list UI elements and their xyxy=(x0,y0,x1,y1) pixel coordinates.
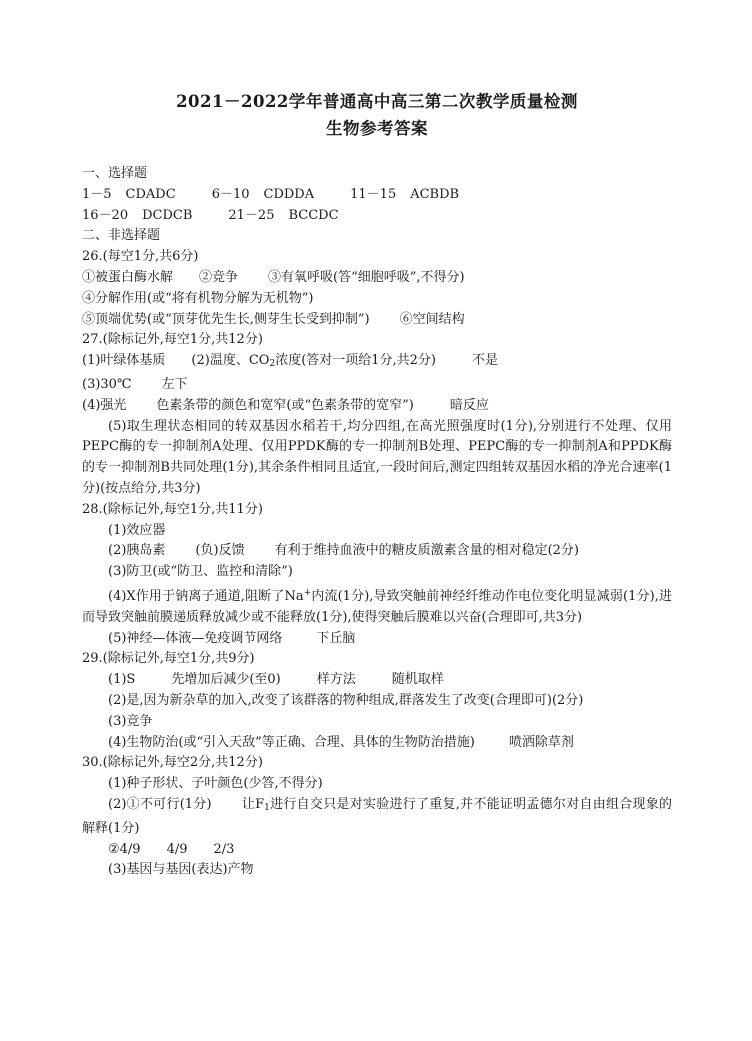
choice-letters: BCCDC xyxy=(288,207,339,223)
answer-item: ①被蛋白酶水解 xyxy=(82,269,174,285)
answer-item: 下丘脑 xyxy=(316,630,356,646)
answer-item: (负)反馈 xyxy=(195,543,245,559)
answer-line xyxy=(82,310,672,331)
answer-item: 浓度(答对一项给1分,共2分) xyxy=(275,353,437,369)
answer-paragraph: (2)是,因为新杂草的加入,改变了该群落的物种组成,群落发生了改变(合理即可)(2分) xyxy=(108,692,584,708)
question-head: 28.(除标记外,每空1分,共11分) xyxy=(82,501,263,517)
answer-line: (3)防卫(或“防卫、监控和清除”) xyxy=(108,564,293,580)
answer-item: 色素条带的颜色和宽窄(或“色素条带的宽窄”) xyxy=(156,397,414,413)
answer-item: ⑥空间结构 xyxy=(399,311,465,327)
subscript: 2 xyxy=(269,359,276,370)
answer-item: (1)S xyxy=(108,672,136,688)
answer-item: (4)强光 xyxy=(82,397,127,413)
page-title: 2021－2022学年普通高中高三第二次教学质量检测 xyxy=(176,92,578,111)
answer-line: (1)种子形状、子叶颜色(少答,不得分) xyxy=(108,776,323,792)
answer-body xyxy=(82,164,672,881)
answer-item: 有利于维持血液中的糖皮质激素含量的相对稳定(2分) xyxy=(274,543,579,559)
answer-item: 进行自交只是对实验进行了重复,并不能证明孟德尔对自由组合现象的解释(1分) xyxy=(82,796,672,836)
choice-answer-row xyxy=(82,206,672,227)
answer-item: 喷洒除草剂 xyxy=(508,734,574,750)
answer-item: ②4/9 xyxy=(108,841,141,857)
answer-line xyxy=(82,351,672,375)
answer-line xyxy=(82,670,672,691)
answer-item: 不是 xyxy=(472,353,499,369)
answer-item: ③有氧呼吸(答“细胞呼吸”,不得分) xyxy=(268,269,465,285)
answer-line xyxy=(82,396,672,417)
section-heading: 二、非选择题 xyxy=(82,228,161,244)
answer-item: (4)X作用于钠离子通道,阻断了Na xyxy=(108,588,304,604)
choice-answer-row xyxy=(82,185,672,206)
choice-range: 11－15 xyxy=(350,186,397,202)
choice-letters: CDADC xyxy=(125,186,176,202)
answer-paragraph xyxy=(82,541,672,562)
answer-item: 暗反应 xyxy=(449,397,489,413)
answer-line: (3)竞争 xyxy=(108,713,153,729)
choice-letters: ACBDB xyxy=(410,186,460,202)
page-subtitle: 生物参考答案 xyxy=(326,119,428,138)
subscript: 1 xyxy=(264,802,270,813)
answer-item: ⑤顶端优势(或“顶芽优先生长,侧芽生长受到抑制”) xyxy=(82,311,370,327)
answer-item: ②竞争 xyxy=(199,269,239,285)
answer-line: ④分解作用(或“将有机物分解为无机物”) xyxy=(82,290,314,306)
choice-range: 1－5 xyxy=(82,186,112,202)
choice-range: 6－10 xyxy=(211,186,250,202)
answer-item: (4)生物防治(或“引入天敌”等正确、合理、具体的生物防治措施) xyxy=(108,734,475,750)
answer-item: 内流(1分),导致突触前神经纤维动作电位变化明显减弱(1分),进而导致突触前膜递质释放减少或不能释放(1分),使得突触后膜难以兴奋(合理即可,共3分) xyxy=(82,588,672,625)
answer-item: (2)胰岛素 xyxy=(108,543,166,559)
answer-paragraph xyxy=(82,733,672,754)
choice-letters: DCDCB xyxy=(142,207,193,223)
choice-range: 21－25 xyxy=(228,207,275,223)
answer-item: 4/9 xyxy=(166,841,188,857)
answer-item: (2)温度、CO xyxy=(191,353,270,369)
answer-item: 先增加后减少(至0) xyxy=(171,672,281,688)
answer-line xyxy=(82,629,672,650)
choice-range: 16－20 xyxy=(82,207,129,223)
answer-item: (5)神经—体液—免疫调节网络 xyxy=(108,630,283,646)
answer-paragraph: (5)取生理状态相同的转双基因水稻若干,均分四组,在高光照强度时(1分),分别进行不处理、仅用PEPC酶的专一抑制剂A处理、仅用PPDK酶的专一抑制剂B处理、PEPC酶的专一抑制剂A和PPDK酶的专一抑制剂B共同处理(1分),其余条件相同且适宜,一段时间后,测定四组转双基因水稻的净光合速率(1分)(按点给分,共3分) xyxy=(82,418,672,496)
answer-paragraph xyxy=(82,583,672,629)
question-head: 30.(除标记外,每空2分,共12分) xyxy=(82,755,263,771)
answer-item: 让F xyxy=(241,796,265,812)
answer-item: 左下 xyxy=(161,376,188,392)
section-heading: 一、选择题 xyxy=(82,166,148,181)
question-head: 29.(除标记外,每空1分,共9分) xyxy=(82,651,255,667)
question-head: 26.(每空1分,共6分) xyxy=(82,249,199,265)
answer-line xyxy=(82,840,672,861)
answer-line: (3)基因与基因(表达)产物 xyxy=(108,862,254,878)
answer-line xyxy=(82,268,672,289)
answer-line: (1)效应器 xyxy=(108,522,166,538)
answer-item: 样方法 xyxy=(316,672,356,688)
answer-line xyxy=(82,375,672,396)
answer-item: (1)叶绿体基质 xyxy=(82,353,166,369)
answer-item: (3)30℃ xyxy=(82,376,132,392)
answer-item: (2)①不可行(1分) xyxy=(108,796,212,812)
question-head: 27.(除标记外,每空1分,共12分) xyxy=(82,332,263,348)
answer-paragraph xyxy=(82,795,672,840)
answer-item: 随机取样 xyxy=(391,672,444,688)
answer-item: 2/3 xyxy=(213,841,235,857)
choice-letters: CDDDA xyxy=(263,186,315,202)
superscript: + xyxy=(303,587,312,598)
